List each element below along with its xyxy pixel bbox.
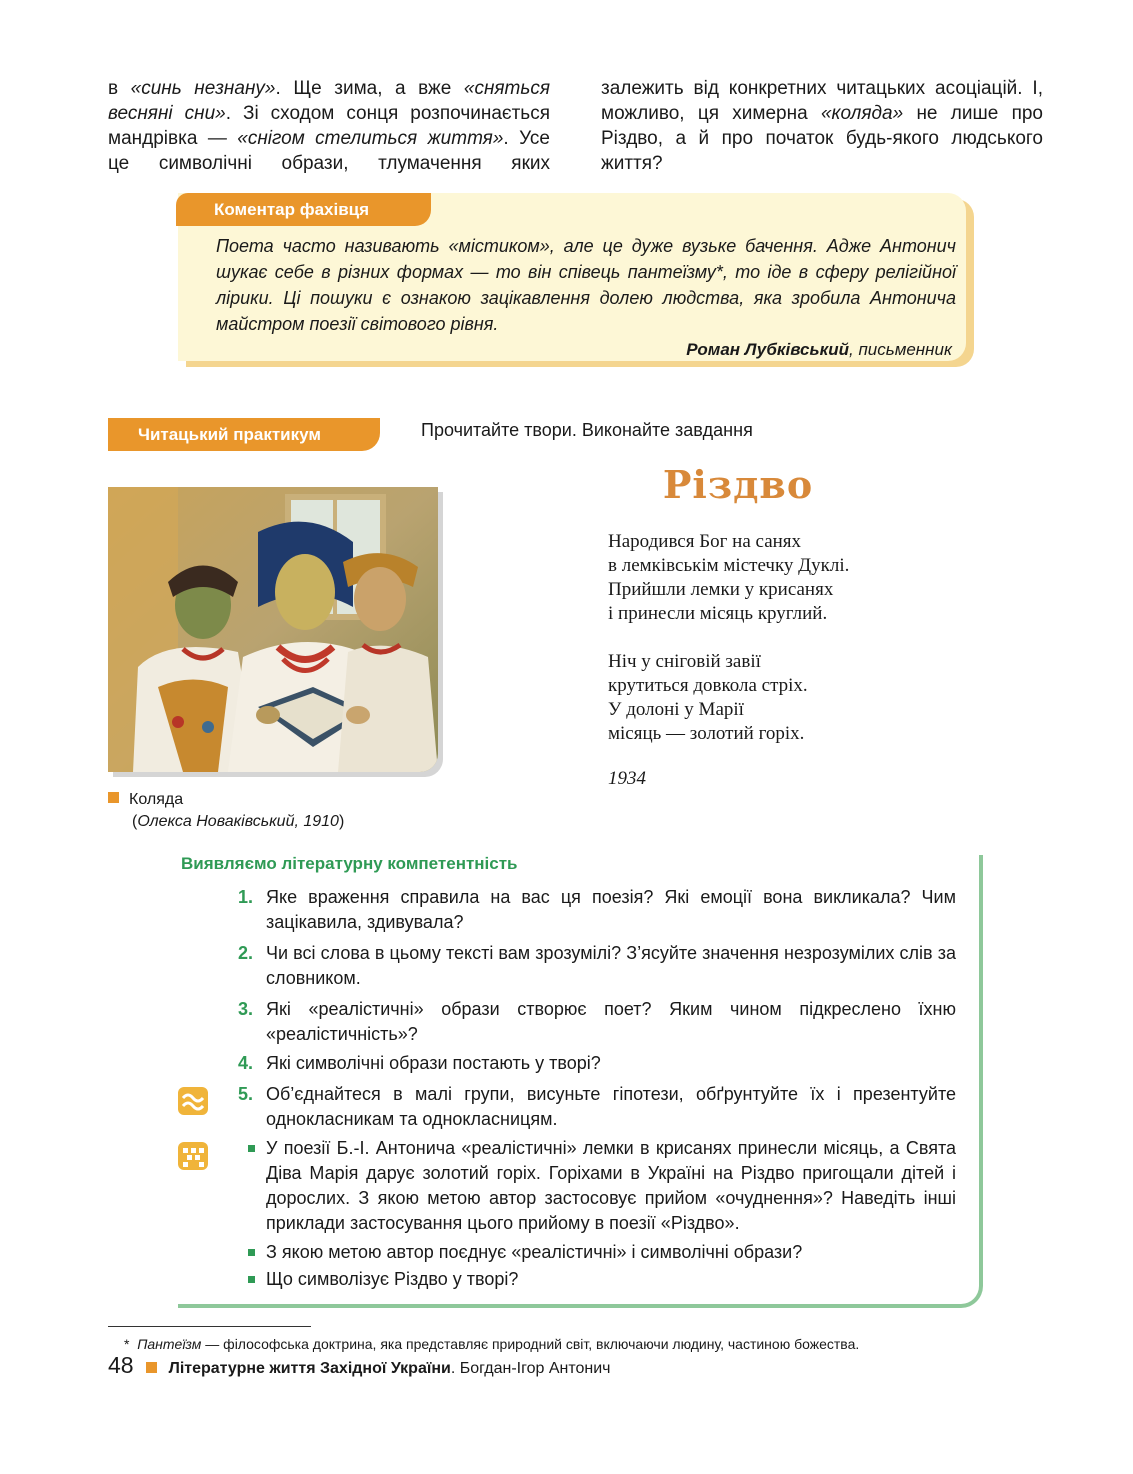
footer-marker [146, 1362, 157, 1373]
task-item [238, 1082, 956, 1132]
task-number: 2. [238, 943, 254, 963]
poem-line: Прийшли лемки у крисанях [608, 579, 834, 600]
poem-date: 1934 [608, 768, 646, 789]
painting-caption: Коляда (Олекса Новаківський, 1910) [108, 789, 344, 833]
expert-comment-tab: Коментар фахівця [176, 193, 431, 226]
text-run: . Зі сходом сонця розпочинається мандрівка — [108, 103, 550, 149]
text-run: . Усе це символічні образи, тлумачення яких [108, 128, 550, 174]
footnote-text: — філософська доктрина, яка представляє природний світ, включаючи людину, частиною божества. [201, 1336, 860, 1352]
footnote-term: Пантеїзм [137, 1336, 202, 1352]
poem-text [608, 530, 849, 770]
quoted-phrase: «снігом стелиться життя» [237, 128, 504, 149]
text-run: . Ще зима, а вже [275, 78, 464, 99]
page-number: 48 [108, 1352, 134, 1378]
task-number: 5. [238, 1084, 254, 1104]
comment-author: Роман Лубківський [686, 340, 849, 359]
practicum-instruction: Прочитайте твори. Виконайте завдання [421, 420, 753, 440]
poem-line: крутиться довкола стріх. [608, 675, 808, 696]
task-number: 3. [238, 999, 254, 1019]
caption-author: Олекса Новаківський, 1910 [137, 813, 339, 830]
task-number: 1. [238, 887, 254, 907]
group-work-icon [178, 1087, 208, 1115]
tasks-heading: Виявляємо літературну компетентність [181, 854, 518, 873]
task-text: Об’єднайтеся в малі групи, висуньте гіпотези, обґрунтуйте їх і презентуйте однокласникам та однокласницям. [266, 1084, 956, 1129]
poem-title: Різдво [662, 462, 814, 507]
page-footer [108, 1352, 610, 1379]
bullet-text: З якою метою автор поєднує «реалістичні» і символічні образи? [266, 1242, 803, 1262]
poem-line: в лемківськім містечку Дуклі. [608, 555, 850, 576]
task-text: Які символічні образи постають у творі? [266, 1053, 601, 1073]
intro-right-column [601, 76, 1043, 176]
task-bullet [248, 1136, 956, 1236]
caption-title: Коляда [129, 791, 184, 808]
task-text: Чи всі слова в цьому тексті вам зрозумілі? З’ясуйте значення незрозумілих слів за словником. [266, 943, 956, 988]
poem-line: і принесли місяць круглий. [608, 603, 828, 624]
task-item [238, 997, 956, 1047]
intro-right-text [601, 76, 1043, 176]
footer-section: Літературне життя Західної України [168, 1360, 451, 1377]
quoted-phrase: «сняться весняні сни» [108, 78, 551, 124]
footnote-mark: * [124, 1336, 130, 1352]
footnote-rule [108, 1326, 311, 1327]
footnote [124, 1336, 859, 1352]
comment-author-role: , письменник [849, 340, 952, 359]
poem-stanza [608, 650, 849, 746]
task-bullet [248, 1267, 956, 1292]
poem-line: Народився Бог на санях [608, 531, 802, 552]
task-item [238, 941, 956, 991]
reading-practicum-tab: Читацький практикум [108, 418, 380, 451]
quoted-phrase: «коляда» [820, 103, 904, 124]
bullet-marker [248, 1249, 255, 1256]
quoted-phrase: «синь незнану» [130, 78, 276, 99]
intro-left-column [108, 76, 550, 176]
expert-comment-text: Поета часто називають «містиком», але це дуже вузьке бачення. Адже Антонич шукає себе в різних формах — то він співець пантеїзму*, то іде в сферу релігійної лірики. Ці пошуки є ознакою зацікавлення долею людства, яка зробила Антонича майстром поезії світового рівня. [216, 236, 956, 334]
text-run: в [108, 78, 131, 99]
footer-author: . Богдан-Ігор Антонич [450, 1360, 611, 1377]
intro-left-text [108, 76, 550, 176]
caption-marker [108, 792, 119, 803]
task-item [238, 1051, 956, 1076]
task-text: Які «реалістичні» образи створює поет? Яким чином підкреслено їхню «реалістичність»? [266, 999, 956, 1044]
text-run: залежить від конкретних читацьких асоціацій. І, можливо, ця химерна [601, 78, 1043, 124]
bullet-text: Що символізує Різдво у творі? [266, 1269, 519, 1289]
text-run: не лише про Різдво, а й про початок будь-якого людського життя? [601, 103, 1043, 174]
koliada-painting [108, 487, 438, 772]
bullet-marker [248, 1276, 255, 1283]
bullet-marker [248, 1145, 255, 1152]
task-text: Яке враження справила на вас ця поезія? Які емоції вона викликала? Чим зацікавила, здивувала? [266, 887, 956, 932]
painting-image [108, 487, 438, 772]
task-item [238, 885, 956, 935]
pair-work-icon [178, 1142, 208, 1170]
task-number: 4. [238, 1053, 254, 1073]
poem-line: Ніч у сніговій завії [608, 651, 761, 672]
expert-comment-signature [686, 340, 952, 360]
bullet-text: У поезії Б.-І. Антонича «реалістичні» лемки в крисанях принесли місяць, а Свята Діва Марія дарує золотий горіх. Горіхами в Україні на Різдво пригощали дітей і дорослих. З якою метою автор застосовує прийом «очуднення»? Наведіть інші приклади застосування цього прийому в поезії «Різдво». [266, 1138, 956, 1233]
poem-stanza [608, 530, 849, 626]
poem-line: місяць — золотий горіх. [608, 723, 805, 744]
poem-line: У долоні у Марії [608, 699, 744, 720]
task-bullet [248, 1240, 956, 1265]
